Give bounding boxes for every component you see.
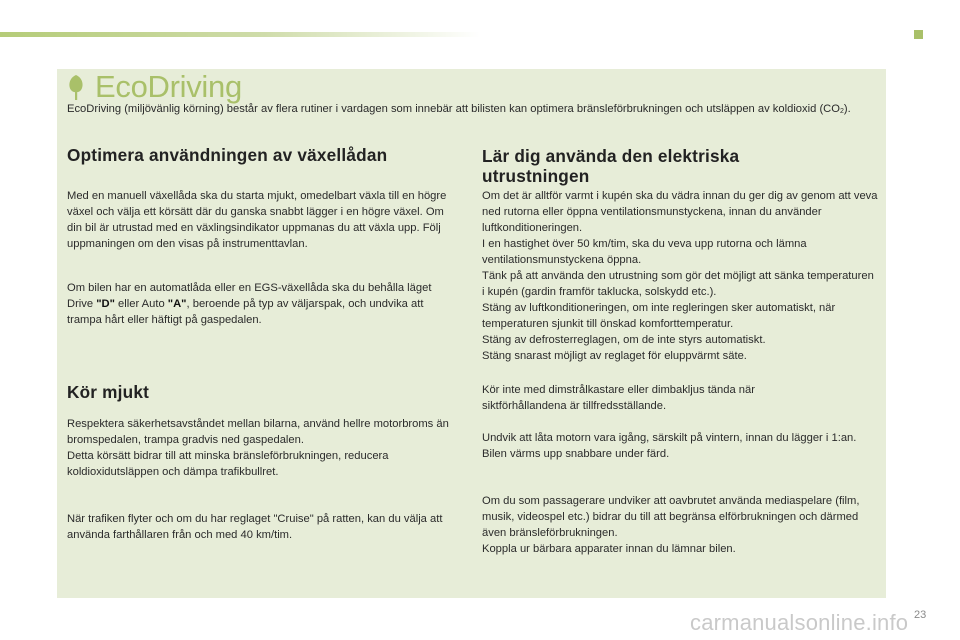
heading-gearbox: Optimera användningen av växellådan [67, 145, 388, 165]
p2-text-c: , beroende på typ av väljarspak, och undvika att trampa hårt eller häftigt på gaspedalen. [67, 298, 424, 326]
title-row [67, 71, 242, 103]
right-column-p3-wrap [482, 430, 878, 462]
paragraph-emissions: Detta körsätt bidrar till att minska bränsleförbrukningen, reducera koldioxidutsläppen och dämpa trafikbullret. [67, 450, 389, 478]
paragraph-cruise-control: När trafiken flyter och om du har reglaget "Cruise" på ratten, kan du välja att använda farthållaren från och med 40 km/tim. [67, 513, 443, 541]
right-column-heading-wrap [482, 146, 812, 186]
top-accent-bar [0, 32, 480, 37]
intro-end: ). [843, 103, 851, 115]
p2-text-b: eller Auto [114, 298, 168, 310]
paragraph-automatic-gearbox [67, 280, 459, 328]
page-number: 23 [914, 609, 927, 621]
paragraph-safety-distance: Respektera säkerhetsavståndet mellan bilarna, använd hellre motorbroms än bromspedalen, trampa gradvis ned gaspedalen. [67, 418, 449, 446]
left-column [67, 145, 467, 165]
paragraph-manual-gearbox: Med en manuell växellåda ska du starta mjukt, omedelbart växla till en högre växel och välja ett körsätt där du ganska snabbt lägger i en högre växel. Om din bil är utrustad med en växlingsindikator uppmanas du att växla upp. Följ uppmaningen om den visas på instrumenttavlan. [67, 190, 447, 250]
right-column-p1-wrap [482, 188, 878, 364]
paragraph-defroster: Stäng av defrosterreglagen, om de inte styrs automatiskt. [482, 334, 766, 346]
paragraph-heated-seat: Stäng snarast möjligt av reglaget för eluppvärmt säte. [482, 350, 747, 362]
p2-drive-mode: "D" [96, 298, 115, 310]
left-column-p3-wrap [67, 416, 459, 480]
intro-text [67, 101, 867, 120]
paragraph-portable-devices: Koppla ur bärbara apparater innan du lämnar bilen. [482, 543, 736, 555]
left-column-p2-wrap [67, 280, 459, 328]
paragraph-air-conditioning: Stäng av luftkonditioneringen, om inte regleringen sker automatiskt, när temperaturen sjunkit till önskad komforttemperatur. [482, 302, 836, 330]
leaf-icon [67, 73, 85, 101]
paragraph-fog-lights: Kör inte med dimstrålkastare eller dimbakljus tända när siktförhållandena är tillfredsställande. [482, 384, 755, 412]
paragraph-ventilation: Om det är alltför varmt i kupén ska du vädra innan du ger dig av genom att veva ned rutorna eller öppna ventilationsmunstyckena, innan du använder luftkonditioneringen. [482, 190, 878, 234]
p2-text-a: Om bilen har en automatlåda eller en EGS-växellåda ska du behålla läget Drive [67, 282, 432, 310]
right-column-p2-wrap [482, 382, 812, 414]
paragraph-speed-windows: I en hastighet över 50 km/tim, ska du veva upp rutorna och lämna ventilationsmunstyckena öppna. [482, 238, 807, 266]
watermark: carmanualsonline.info [690, 610, 909, 635]
intro-main: EcoDriving (miljövänlig körning) består av flera rutiner i vardagen som innebär att bilisten kan optimera bränsleförbrukningen och utsläppen av koldioxid (CO [67, 103, 840, 115]
paragraph-engine-idle: Undvik att låta motorn vara igång, särskilt på vintern, innan du lägger i 1:an. Bilen värms upp snabbare under färd. [482, 432, 857, 460]
right-column-p4-wrap [482, 493, 878, 557]
paragraph-media-players: Om du som passagerare undviker att oavbrutet använda mediaspelare (film, musik, videospel etc.) bidrar du till att begränsa elförbrukningen och därmed även bränsleförbrukningen. [482, 495, 860, 539]
left-column-p4-wrap [67, 511, 459, 543]
paragraph-sunshade: Tänk på att använda den utrustning som gör det möjligt att sänka temperaturen i kupén (gardin framför taklucka, solskydd etc.). [482, 270, 874, 298]
p2-auto-mode: "A" [167, 298, 187, 310]
intro-subscript: 2 [839, 108, 844, 115]
corner-marker [914, 30, 923, 39]
left-column-p1-wrap [67, 188, 459, 252]
heading-drive-smoothly: Kör mjukt [67, 382, 150, 402]
page-title: EcoDriving [95, 69, 242, 104]
heading-electrical-equipment: Lär dig använda den elektriska utrustningen [482, 146, 740, 186]
left-column-heading2-wrap [67, 382, 467, 402]
